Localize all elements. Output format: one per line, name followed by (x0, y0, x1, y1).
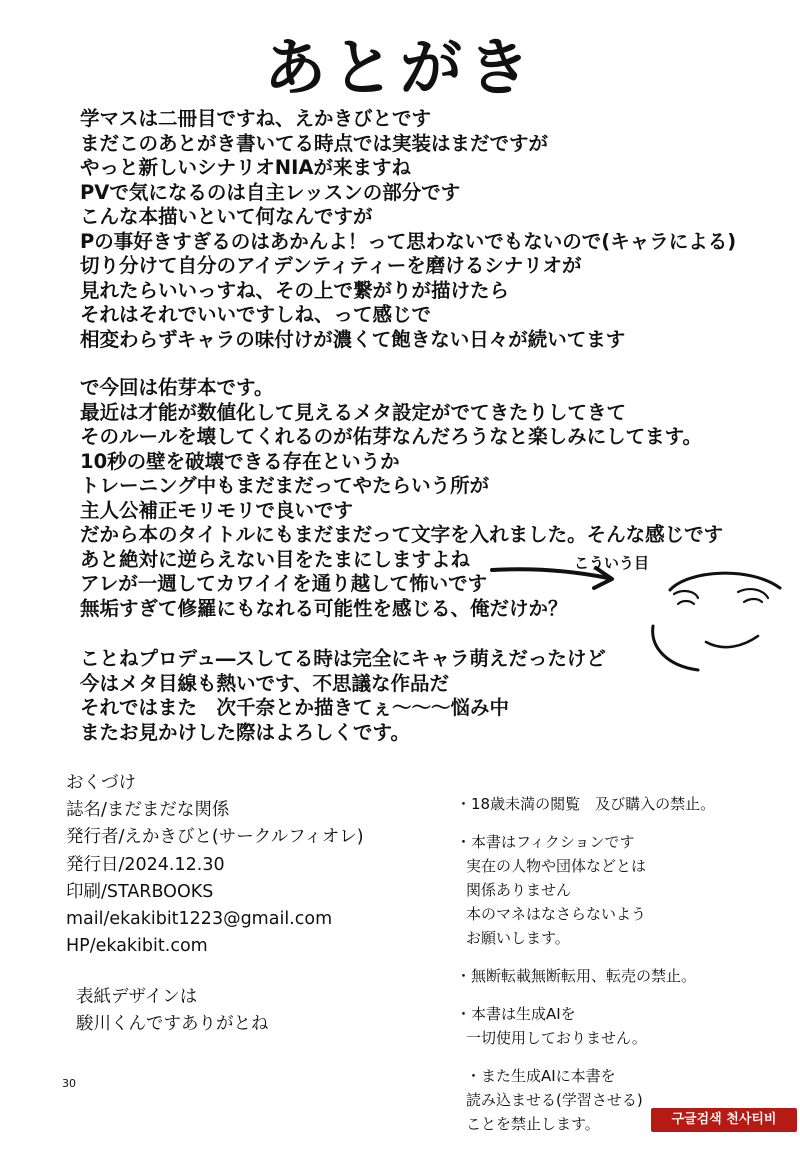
face-sketch-illustration (488, 548, 788, 673)
page-title: あとがき (263, 31, 536, 104)
text-line: で今回は佑芽本です。 (80, 376, 274, 399)
text-line: 学マスは二冊目ですね、えかきびとです (80, 107, 432, 130)
notice-line: ・本書はフィクションです (456, 833, 635, 851)
mouth (706, 636, 758, 647)
sketch-label: こういう目 (574, 554, 650, 572)
text-line: アレが一週してカワイイを通り越して怖いです (80, 572, 488, 595)
credit-line: 表紙デザインは (76, 987, 198, 1007)
colophon (66, 770, 364, 960)
page-number: 30 (62, 1077, 76, 1090)
notice-line: ・また生成AIに本書を (466, 1067, 616, 1085)
notice-line: ・無断転載無断転用、転売の禁止。 (456, 967, 697, 985)
notice-line: 一切使用しておりません。 (466, 1029, 647, 1047)
text-line: こんな本描いといて何なんですが (80, 205, 373, 228)
text-line: だから本のタイトルにもまだまだって文字を入れました。そんな感じです (80, 523, 724, 546)
cover-credit (76, 984, 269, 1038)
text-line: 無垢すぎて修羅にもなれる可能性を感じる、俺だけか？ (80, 596, 568, 620)
notice-line: ・18歳未満の閲覧 及び購入の禁止。 (456, 795, 716, 813)
notice-line: 本のマネはなさらないよう (466, 905, 647, 923)
text-line: 見れたらいいっすね、その上で繋がりが描けたら (80, 278, 510, 302)
eye-left (674, 591, 698, 604)
text-line: 相変わらずキャラの味付けが濃くて飽きない日々が続いてます (80, 327, 626, 351)
text-line: トレーニング中もまだまだってやたらいう所が (80, 474, 490, 497)
face-outline (653, 573, 780, 670)
notice-line: お願いします。 (466, 929, 570, 947)
notice-no-generative-ai (456, 1002, 715, 1050)
colophon-line: 印刷/STARBOOKS (66, 881, 214, 902)
colophon-line: 発行者/えかきびと(サークルフィオレ) (66, 827, 364, 848)
text-line: やっと新しいシナリオNIAが来ますね (80, 156, 411, 179)
colophon-homepage: HP/ekakibit.com (66, 936, 208, 957)
colophon-line: 誌名/まだまだな関係 (66, 800, 230, 821)
notice-age-restriction (456, 792, 715, 816)
text-line: まだこのあとがき書いてる時点では実装はまだですが (80, 131, 549, 155)
colophon-email: mail/ekakibit1223@gmail.com (66, 908, 333, 929)
text-line: 主人公補正モリモリで良いです (80, 498, 354, 522)
afterword-paragraph-1 (80, 107, 736, 352)
notice-line: ことを禁止します。 (466, 1115, 600, 1133)
text-line: またお見かけした際はよろしくです。 (80, 720, 410, 744)
notice-line: 読み込ませる(学習させる) (466, 1091, 643, 1109)
notice-line: 実在の人物や団体などとは (466, 857, 647, 875)
notice-fiction (456, 830, 715, 950)
text-line: 10秒の壁を破壊できる存在というか (80, 449, 400, 473)
text-line: ことねプロデュ―スしてる時は完全にキャラ萌えだったけど (80, 647, 606, 670)
credit-line: 駿川くんですありがとね (76, 1014, 269, 1034)
notice-line: 関係ありません (466, 881, 572, 899)
text-line: それはそれでいいですしね、って感じで (80, 303, 432, 326)
watermark-badge: 구글검색 천사티비 (651, 1108, 797, 1132)
text-line: あと絶対に逆らえない目をたまにしますよね (80, 547, 471, 571)
colophon-heading: おくづけ (66, 773, 136, 793)
text-line: Pの事好きすぎるのはあかんよ！って思わないでもないので(キャラによる) (80, 229, 737, 253)
text-line: それではまた 次千奈とか描きてぇ〜〜〜悩み中 (80, 696, 510, 719)
colophon-line: 発行日/2024.12.30 (66, 854, 225, 875)
text-line: PVで気になるのは自主レッスンの部分です (80, 180, 461, 204)
notice-no-reproduction (456, 964, 715, 988)
text-line: 最近は才能が数値化して見えるメタ設定がでてきたりしてきて (80, 400, 627, 424)
notices (456, 792, 715, 1150)
eye-right (738, 589, 768, 602)
text-line: 今はメタ目線も熱いです、不思議な作品だ (80, 671, 449, 695)
text-line: 切り分けて自分のアイデンティティーを磨けるシナリオが (80, 254, 582, 277)
text-line: そのルールを壊してくれるのが佑芽なんだろうなと楽しみにしてます。 (80, 425, 703, 448)
notice-line: ・本書は生成AIを (456, 1005, 576, 1023)
